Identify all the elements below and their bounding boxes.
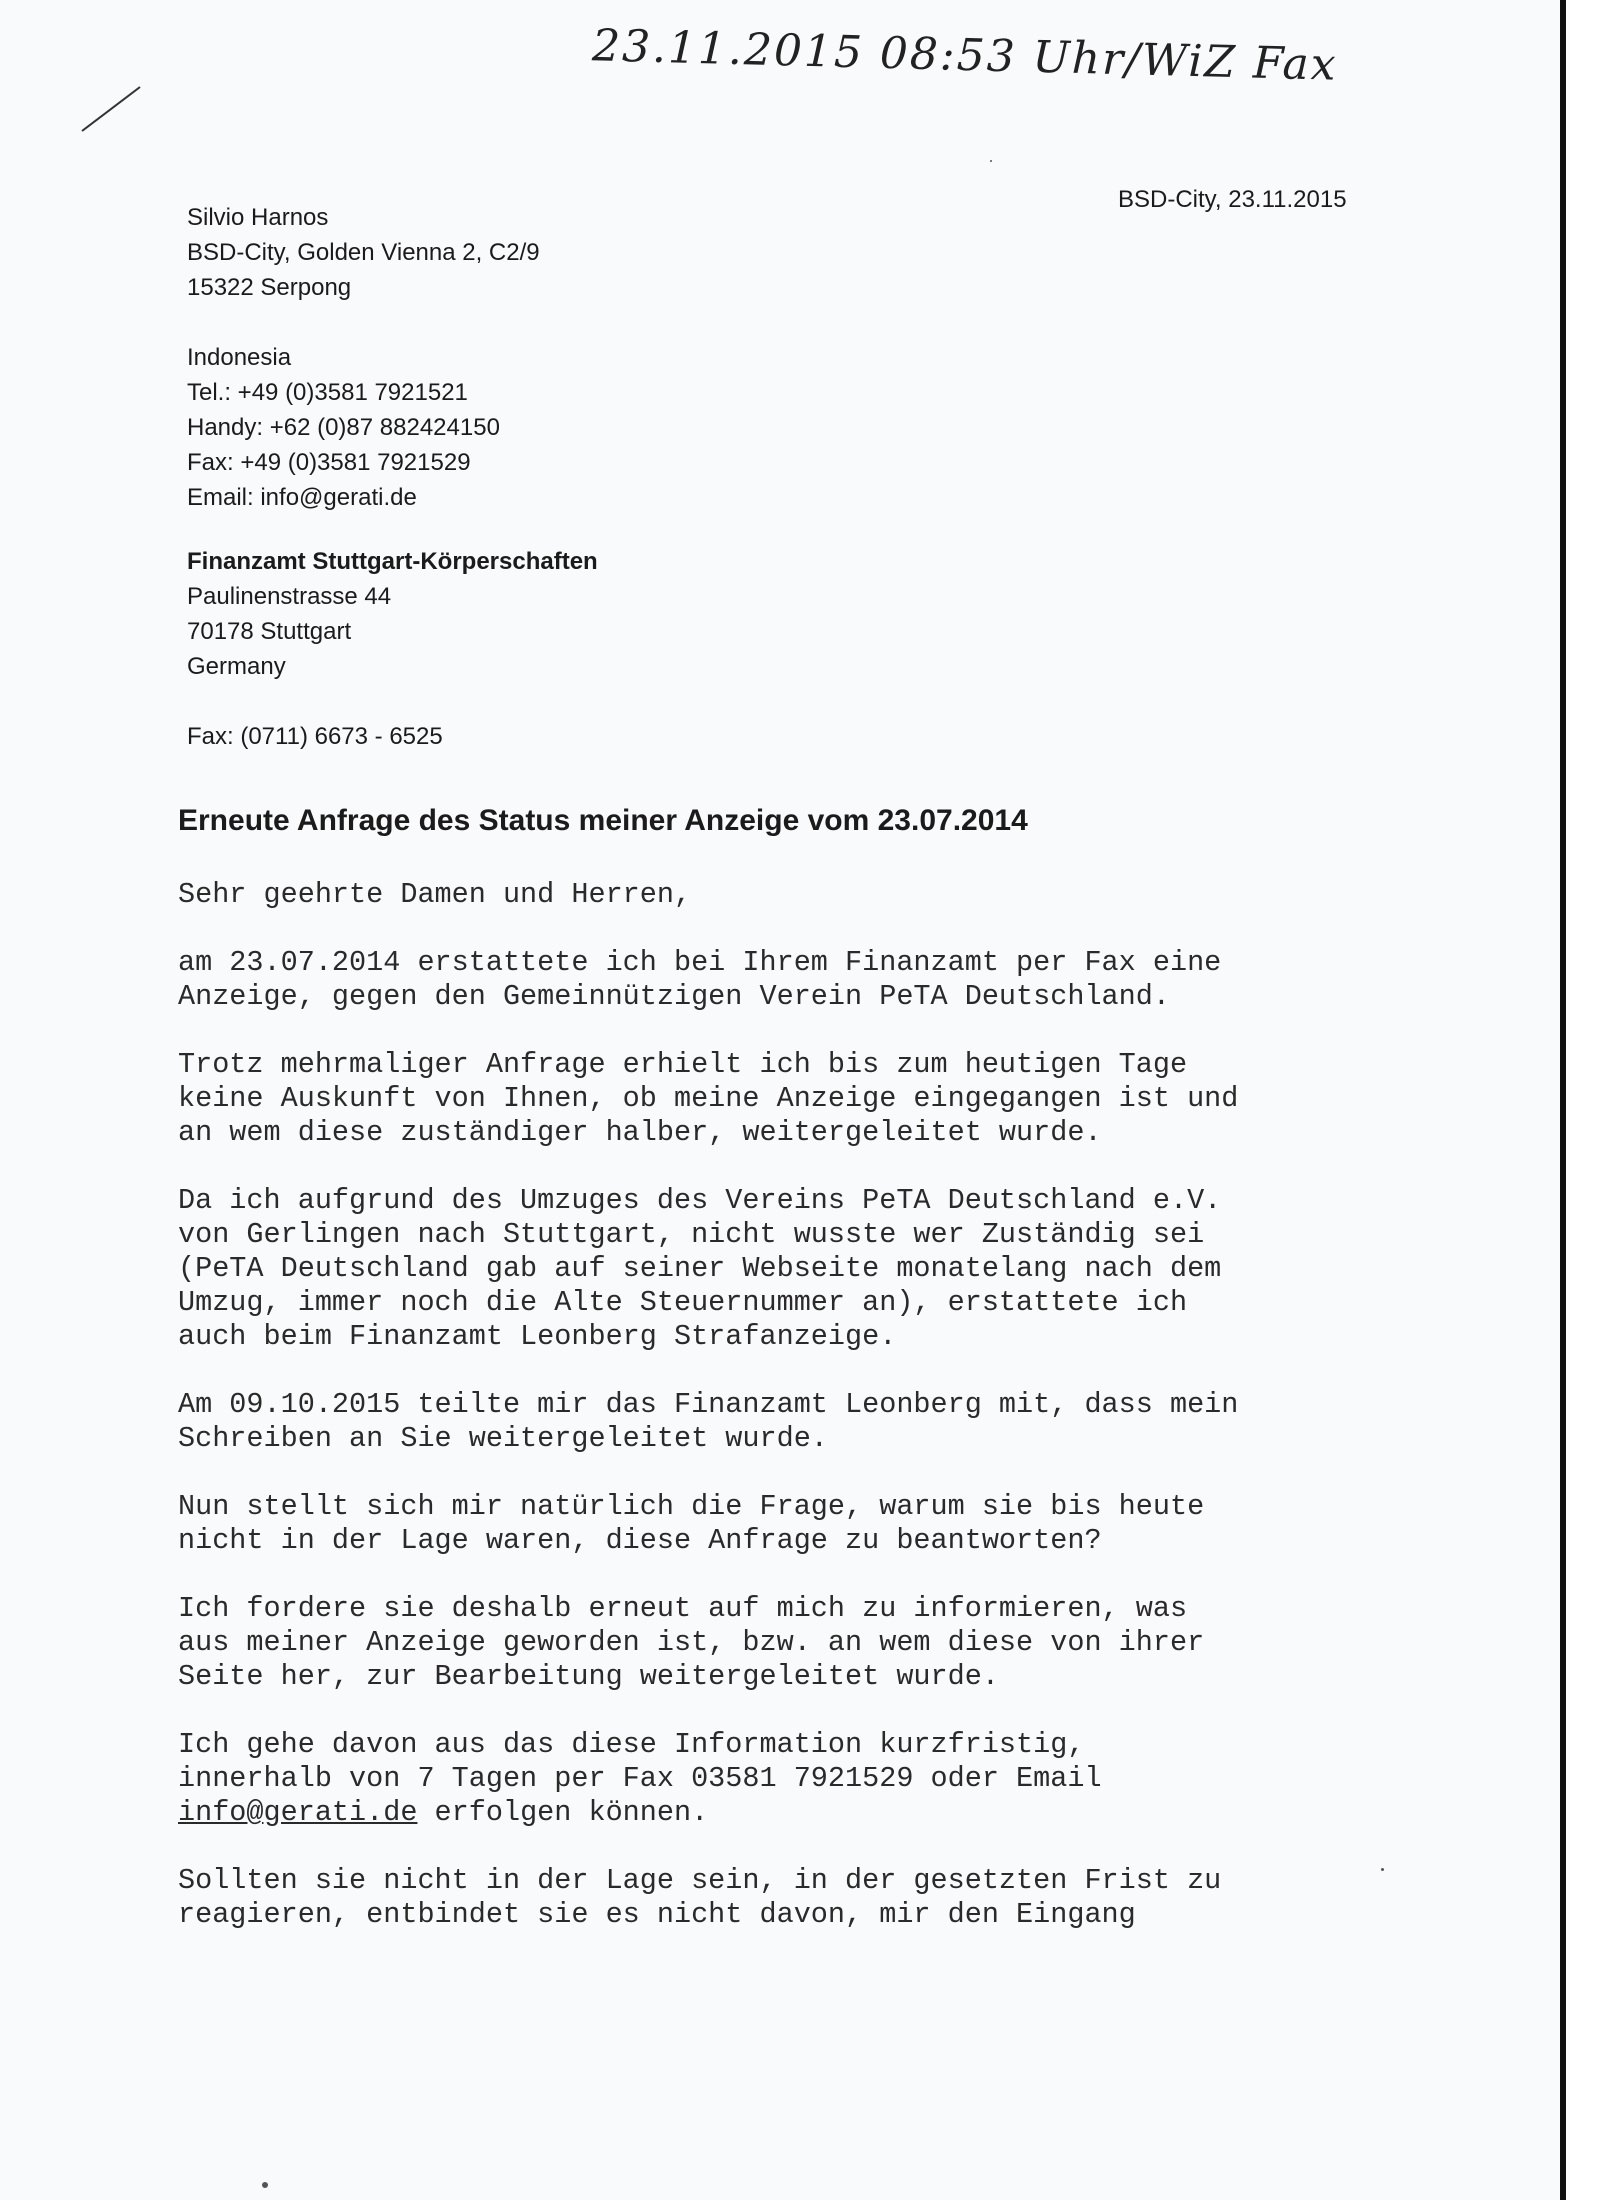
paragraph-3: Da ich aufgrund des Umzuges des Vereins PeTA Deutschland e.V. von Gerlingen nach Stuttgart, nicht wusste wer Zuständig sei (PeTA Deutschland gab auf seiner Webseite monatelang nach dem Umzug, immer noch die Alte Steuernummer an), erstattete ich auch beim Finanzamt Leonberg Strafanzeige.	[178, 1184, 1222, 1353]
email-link[interactable]: info@gerati.de	[178, 1796, 418, 1829]
paragraph-7-end: erfolgen können.	[417, 1796, 709, 1829]
scan-border	[1560, 0, 1600, 2200]
scan-speck	[1381, 1868, 1384, 1871]
salutation: Sehr geehrte Damen und Herren,	[178, 878, 692, 911]
paragraph-5: Nun stellt sich mir natürlich die Frage, warum sie bis heute nicht in der Lage waren, diese Anfrage zu beantworten?	[178, 1490, 1205, 1557]
handwritten-fax-note: 23.11.2015 08:53 Uhr/WiZ Fax	[591, 20, 1339, 91]
sender-name: Silvio Harnos	[187, 204, 329, 231]
sender-fax: Fax: +49 (0)3581 7921529	[187, 449, 471, 476]
recipient-street: Paulinenstrasse 44	[187, 583, 392, 610]
paragraph-7-start: Ich gehe davon aus das diese Information kurzfristig, innerhalb von 7 Tagen per Fax 03581 7921529 oder Email	[178, 1728, 1102, 1795]
paragraph-1: am 23.07.2014 erstattete ich bei Ihrem Finanzamt per Fax eine Anzeige, gegen den Gemeinnützigen Verein PeTA Deutschland.	[178, 946, 1222, 1013]
scan-speck	[990, 160, 992, 162]
letter-subject: Erneute Anfrage des Status meiner Anzeige vom 23.07.2014	[178, 804, 1028, 837]
sender-handy: Handy: +62 (0)87 882424150	[187, 414, 500, 441]
paragraph-2: Trotz mehrmaliger Anfrage erhielt ich bis zum heutigen Tage keine Auskunft von Ihnen, ob meine Anzeige eingegangen ist und an wem diese zuständiger halber, weitergeleitet wurde.	[178, 1048, 1239, 1149]
letter-body	[178, 878, 1378, 1966]
pen-stroke-mark	[80, 85, 142, 133]
place-date: BSD-City, 23.11.2015	[1118, 186, 1347, 213]
paragraph-4: Am 09.10.2015 teilte mir das Finanzamt Leonberg mit, dass mein Schreiben an Sie weitergeleitet wurde.	[178, 1388, 1239, 1455]
recipient-city: 70178 Stuttgart	[187, 618, 352, 645]
recipient-name: Finanzamt Stuttgart-Körperschaften	[187, 548, 598, 575]
paragraph-6: Ich fordere sie deshalb erneut auf mich zu informieren, was aus meiner Anzeige geworden ist, bzw. an wem diese von ihrer Seite her, zur Bearbeitung weitergeleitet wurde.	[178, 1592, 1205, 1693]
paragraph-8: Sollten sie nicht in der Lage sein, in der gesetzten Frist zu reagieren, entbindet sie es nicht davon, mir den Eingang	[178, 1864, 1222, 1931]
paragraph-7	[178, 1728, 1378, 1830]
sender-country: Indonesia	[187, 344, 292, 371]
recipient-country: Germany	[187, 653, 286, 680]
sender-address	[187, 200, 540, 515]
sender-street: BSD-City, Golden Vienna 2, C2/9	[187, 239, 540, 266]
recipient-address	[187, 544, 598, 754]
recipient-fax: Fax: (0711) 6673 - 6525	[187, 723, 443, 750]
sender-email: Email: info@gerati.de	[187, 484, 417, 511]
scan-speck	[262, 2182, 268, 2188]
sender-city: 15322 Serpong	[187, 274, 352, 301]
sender-tel: Tel.: +49 (0)3581 7921521	[187, 379, 468, 406]
